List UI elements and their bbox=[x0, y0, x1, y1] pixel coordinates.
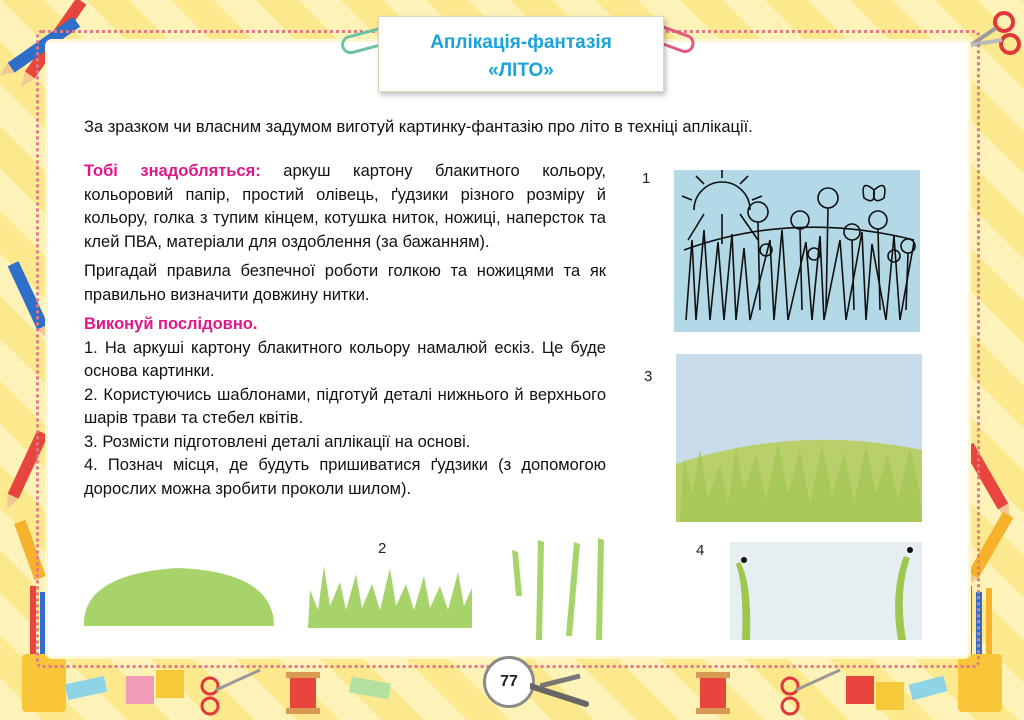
figure-number-4: 4 bbox=[696, 542, 705, 559]
grass-template-bottom-image bbox=[82, 562, 276, 628]
title-box bbox=[378, 16, 664, 92]
figure-number-1: 1 bbox=[642, 170, 651, 187]
bottom-supplies-right-icon bbox=[540, 656, 950, 720]
steps-section bbox=[84, 313, 606, 501]
materials-paragraph bbox=[84, 160, 606, 254]
magnifier-icon bbox=[530, 680, 590, 710]
page-title: Аплікація-фантазія bbox=[430, 32, 612, 53]
figure-number-2: 2 bbox=[378, 540, 387, 557]
instructions-column bbox=[84, 160, 606, 501]
stem-templates-image bbox=[498, 536, 616, 644]
materials-label: Тобі знадобляться: bbox=[84, 162, 261, 180]
page-number: 77 bbox=[483, 656, 535, 708]
sketch-image bbox=[674, 170, 920, 332]
step-2: 2. Користуючись шаблонами, підготуй деталі нижнього й верхнього шарів трави та стебел квітів. bbox=[84, 385, 606, 427]
step-1: 1. На аркуші картону блакитного кольору намалюй ескіз. Це буде основа картинки. bbox=[84, 338, 606, 380]
step-3: 3. Розмісти підготовлені деталі аплікації на основі. bbox=[84, 432, 471, 451]
bottom-supplies-left-icon bbox=[60, 656, 470, 720]
grass-template-top-image bbox=[306, 560, 474, 630]
intro-text: За зразком чи власним задумом виготуй картинку-фантазію про літо в техніці аплікації. bbox=[84, 118, 753, 136]
page-subtitle: «ЛІТО» bbox=[488, 60, 554, 81]
steps-label: Виконуй послідовно. bbox=[84, 315, 258, 333]
materials-text: аркуш картону блакитного кольору, кольоровий папір, простий олівець, ґудзики різного розміру й кольору, голка з тупим кінцем, котушка ниток, ножиці, наперсток та клей ПВА, матеріали для оздоблення (за бажанням). bbox=[84, 162, 606, 251]
assembled-grass-image bbox=[676, 354, 922, 522]
safety-paragraph: Пригадай правила безпечної роботи голкою та ножицями та як правильно визначити довжину нитки. bbox=[84, 262, 606, 304]
stems-on-base-image bbox=[730, 542, 922, 640]
figure-number-3: 3 bbox=[644, 368, 653, 385]
step-4: 4. Познач місця, де будуть пришиватися ґудзики (з допомогою дорослих можна зробити проколи шилом). bbox=[84, 456, 606, 498]
